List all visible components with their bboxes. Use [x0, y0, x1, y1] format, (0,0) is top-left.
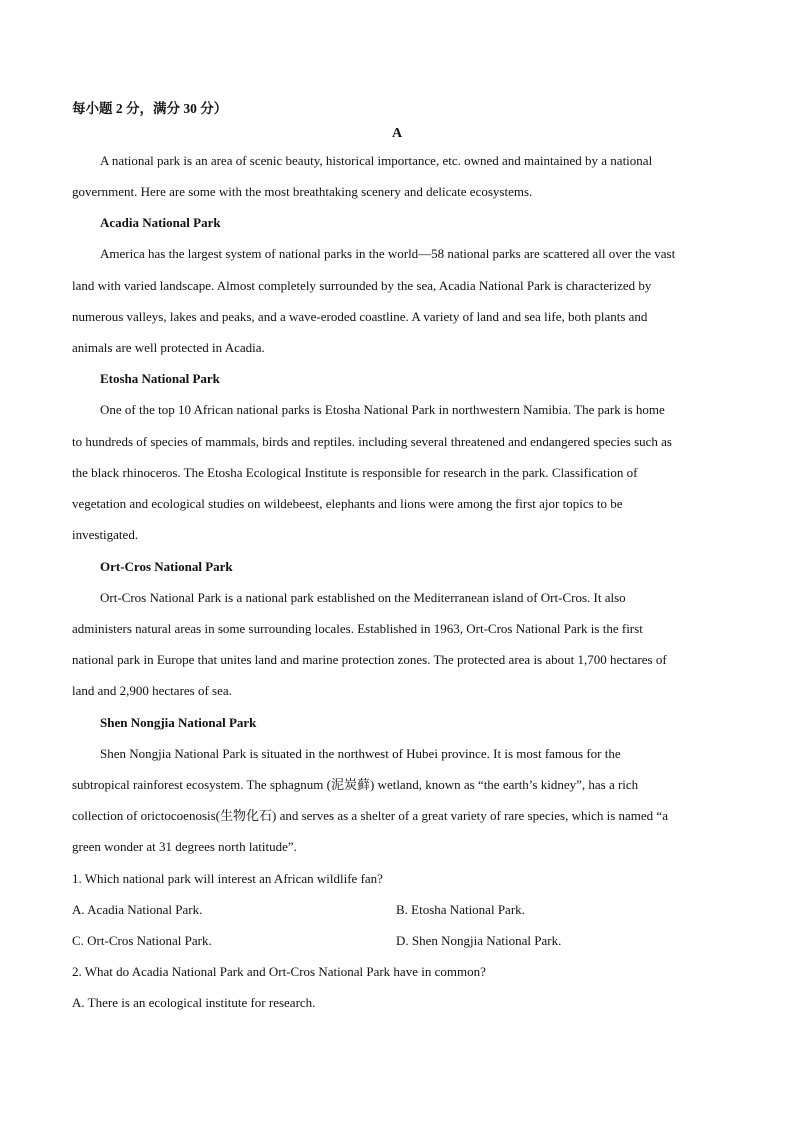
paragraph-line: investigated.	[72, 527, 139, 542]
park-heading-ort-cros: Ort-Cros National Park	[100, 559, 233, 574]
answer-option: C. Ort-Cros National Park.	[72, 933, 212, 948]
park-heading-shen-nongjia: Shen Nongjia National Park	[100, 715, 257, 730]
paragraph-line: numerous valleys, lakes and peaks, and a wave-eroded coastline. A variety of land and sea life, both plants and	[72, 309, 648, 324]
paragraph-line: subtropical rainforest ecosystem. The sphagnum (泥炭藓) wetland, known as “the earth’s kidney”, has a rich	[72, 777, 639, 792]
paragraph-line: administers natural areas in some surrounding locales. Established in 1963, Ort-Cros National Park is the first	[72, 621, 643, 636]
park-heading-etosha: Etosha National Park	[100, 371, 220, 386]
paragraph-line: national park in Europe that unites land and marine protection zones. The protected area is about 1,700 hectares of	[72, 652, 667, 667]
passage-letter: A	[391, 126, 403, 141]
question-stem: 2. What do Acadia National Park and Ort-Cros National Park have in common?	[72, 964, 486, 979]
answer-option: B. Etosha National Park.	[396, 902, 525, 917]
paragraph-line: land with varied landscape. Almost completely surrounded by the sea, Acadia National Park is characterized by	[72, 278, 652, 293]
paragraph-line: collection of orictocoenosis(生物化石) and serves as a shelter of a great variety of rare species, which is named “a	[72, 808, 668, 823]
answer-option: A. There is an ecological institute for research.	[72, 995, 316, 1010]
park-heading-acadia: Acadia National Park	[100, 215, 221, 230]
paragraph-line: land and 2,900 hectares of sea.	[72, 683, 232, 698]
paragraph-line: vegetation and ecological studies on wildebeest, elephants and lions were among the first ajor topics to be	[72, 496, 623, 511]
section-instruction: 每小题 2 分，满分 30 分）	[72, 101, 228, 116]
paragraph-line: One of the top 10 African national parks is Etosha National Park in northwestern Namibia. The park is home	[100, 402, 665, 417]
paragraph-line: the black rhinoceros. The Etosha Ecological Institute is responsible for research in the park. Classification of	[72, 465, 638, 480]
paragraph-line: animals are well protected in Acadia.	[72, 340, 265, 355]
paragraph-line: green wonder at 31 degrees north latitude”.	[72, 839, 297, 854]
question-stem: 1. Which national park will interest an African wildlife fan?	[72, 871, 383, 886]
answer-option: D. Shen Nongjia National Park.	[396, 933, 562, 948]
answer-option: A. Acadia National Park.	[72, 902, 203, 917]
intro-line: A national park is an area of scenic beauty, historical importance, etc. owned and maintained by a national	[100, 153, 653, 168]
paragraph-line: Ort-Cros National Park is a national park established on the Mediterranean island of Ort-Cros. It also	[100, 590, 626, 605]
intro-line: government. Here are some with the most breathtaking scenery and delicate ecosystems.	[72, 184, 533, 199]
paragraph-line: Shen Nongjia National Park is situated in the northwest of Hubei province. It is most famous for the	[100, 746, 621, 761]
paragraph-line: America has the largest system of national parks in the world—58 national parks are scattered all over the vast	[100, 246, 676, 261]
paragraph-line: to hundreds of species of mammals, birds and reptiles. including several threatened and endangered species such as	[72, 434, 672, 449]
